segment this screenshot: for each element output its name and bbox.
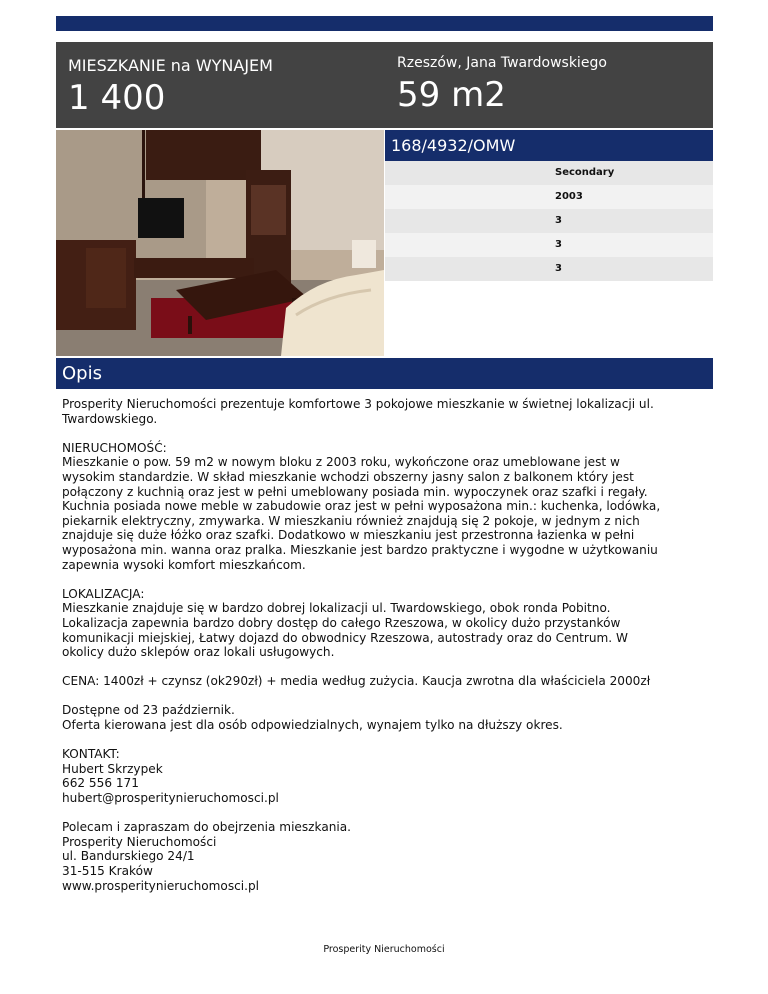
listing-header: [56, 42, 713, 128]
listing-price: 1 400: [68, 78, 166, 118]
description-line: komunikacji miejskiej, Łatwy dojazd do obwodnicy Rzeszowa, autostrady oraz do Centrum. W: [62, 630, 628, 645]
description-line: piekarnik elektryczny, zmywarka. W mieszkaniu również znajdują się 2 pokoje, w jednym z nich: [62, 513, 640, 528]
detail-market: Secondary: [385, 161, 713, 185]
detail-value-1: 3: [385, 209, 713, 233]
description-line: Mieszkanie znajduje się w bardzo dobrej lokalizacji ul. Twardowskiego, obok ronda Pobitno.: [62, 601, 611, 616]
description-body: [62, 397, 710, 908]
apartment-photo: [56, 130, 384, 356]
description-line: Dostępne od 23 październik.: [62, 703, 235, 718]
detail-year: 2003: [385, 185, 713, 209]
description-line: znajduje się duże łóżko oraz szafki. Dodatkowo w mieszkaniu jest przestronna łazienka w pełni: [62, 528, 635, 543]
description-line: połączony z kuchnią oraz jest w pełni umeblowany posiada min. wypoczynek oraz szafki i regały.: [62, 484, 648, 499]
detail-value-3: 3: [385, 257, 713, 281]
description-line: KONTAKT:: [62, 747, 120, 762]
description-line: Oferta kierowana jest dla osób odpowiedzialnych, wynajem tylko na dłuższy okres.: [62, 718, 563, 733]
description-line: Lokalizacja zapewnia bardzo dobry dostęp do całego Rzeszowa, w okolicy dużo przystanków: [62, 615, 621, 630]
listing-type: MIESZKANIE na WYNAJEM: [68, 56, 273, 75]
description-line: www.prosperitynieruchomosci.pl: [62, 878, 260, 893]
top-accent-bar: [56, 16, 713, 31]
description-line: ul. Bandurskiego 24/1: [62, 849, 195, 864]
detail-value-2: 3: [385, 233, 713, 257]
description-line: Prosperity Nieruchomości: [62, 834, 217, 849]
description-line: hubert@prosperitynieruchomosci.pl: [62, 791, 279, 806]
footer-company: Prosperity Nieruchomości: [323, 944, 445, 955]
description-paragraph: [62, 587, 710, 660]
description-line: Hubert Skrzypek: [62, 761, 163, 776]
description-line: LOKALIZACJA:: [62, 586, 145, 601]
description-paragraph: [62, 441, 710, 572]
details-table: [385, 161, 713, 281]
listing-area: 59 m2: [397, 75, 506, 115]
description-heading: Opis: [56, 358, 713, 389]
description-line: wyposażona min. wanna oraz pralka. Mieszkanie jest bardzo praktyczne i wygodne w użytkowaniu: [62, 542, 658, 557]
description-line: Mieszkanie o pow. 59 m2 w nowym bloku z 2003 roku, wykończone oraz umeblowane jest w: [62, 455, 620, 470]
description-line: 31-515 Kraków: [62, 864, 153, 878]
description-line: okolicy dużo sklepów oraz lokali usługowych.: [62, 645, 335, 660]
description-line: CENA: 1400zł + czynsz (ok290zł) + media według zużycia. Kaucja zwrotna dla właściciela 2000zł: [62, 674, 651, 689]
description-line: Twardowskiego.: [62, 411, 158, 426]
description-paragraph: [62, 674, 710, 689]
description-paragraph: [62, 747, 710, 805]
reference-number: 168/4932/OMW: [385, 130, 713, 161]
description-line: Prosperity Nieruchomości prezentuje komfortowe 3 pokojowe mieszkanie w świetnej lokalizacji ul.: [62, 397, 654, 411]
description-line: 662 556 171: [62, 776, 139, 791]
description-line: NIERUCHOMOŚĆ:: [62, 440, 167, 455]
description-line: Polecam i zapraszam do obejrzenia mieszkania.: [62, 820, 352, 835]
description-paragraph: [62, 820, 710, 893]
description-line: Kuchnia posiada nowe meble w zabudowie oraz jest w pełni wyposażona min.: kuchenka, lodówka,: [62, 499, 661, 514]
description-paragraph: [62, 397, 710, 426]
description-line: wysokim standardzie. W skład mieszkanie wchodzi obszerny jasny salon z balkonem który jest: [62, 469, 634, 484]
description-line: zapewnia wysoki komfort mieszkańcom.: [62, 557, 306, 572]
listing-location: Rzeszów, Jana Twardowskiego: [397, 55, 607, 71]
description-paragraph: [62, 703, 710, 732]
